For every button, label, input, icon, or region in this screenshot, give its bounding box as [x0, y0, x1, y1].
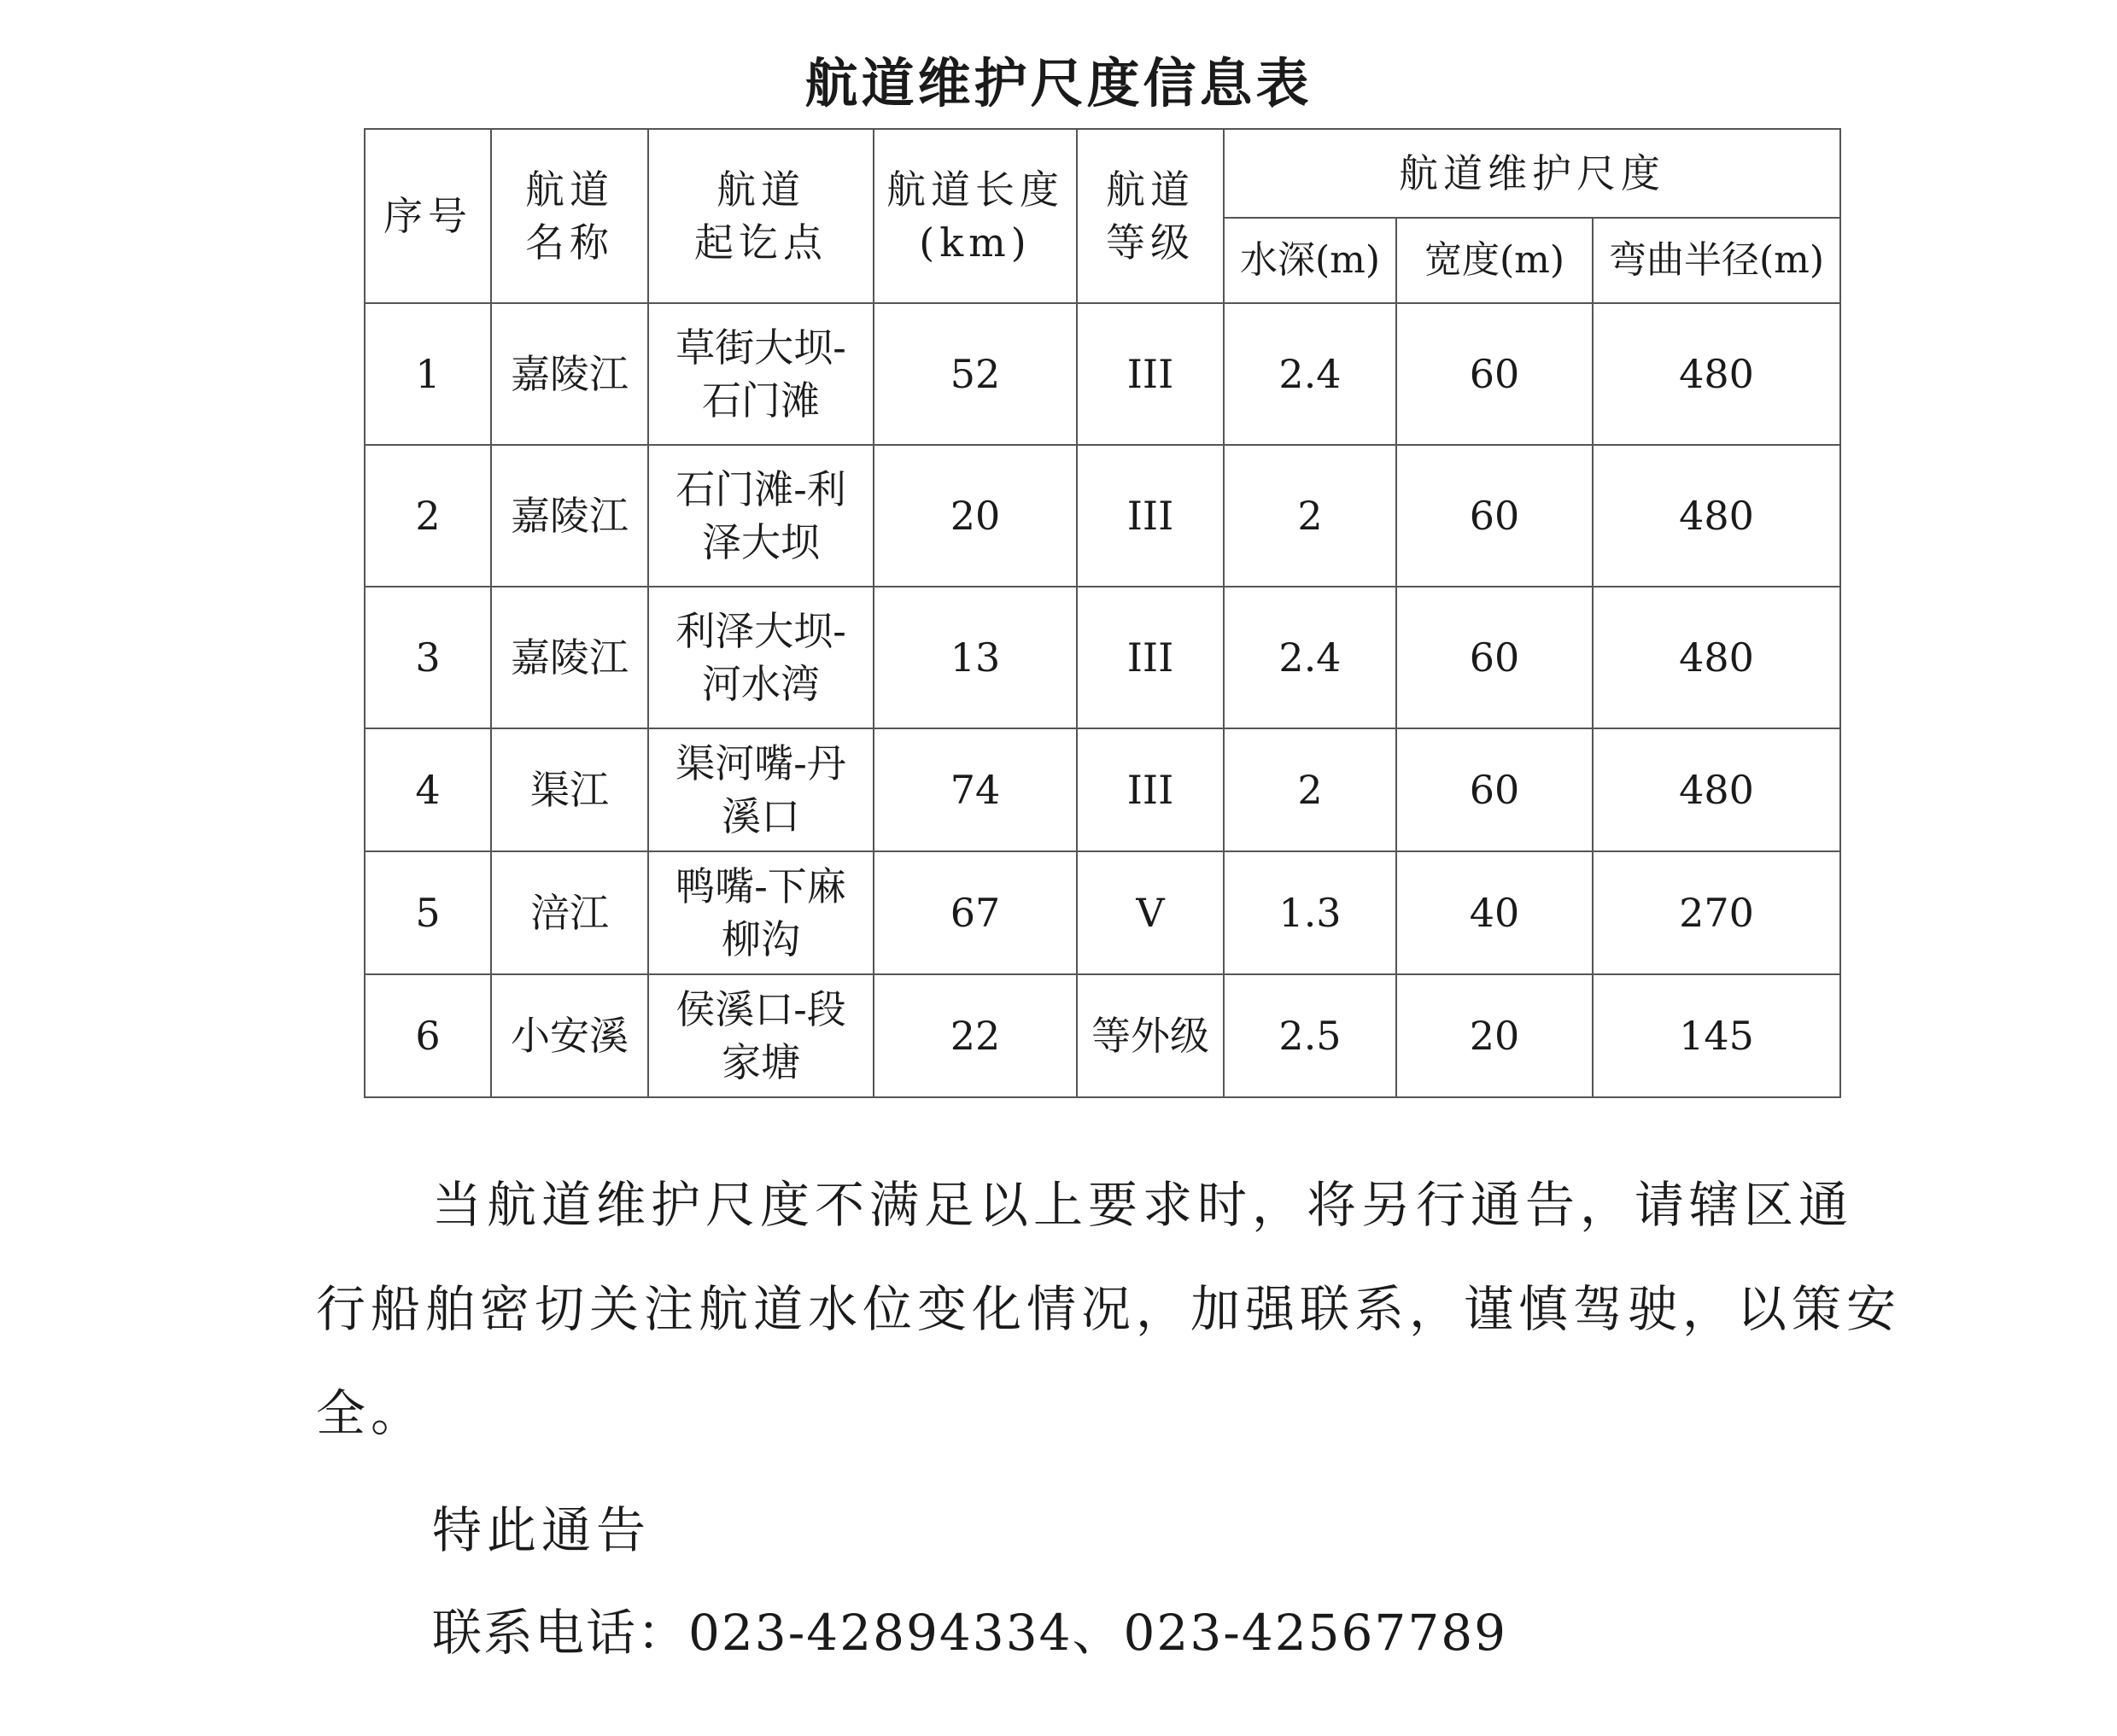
cell-range-line2: 泽大坝: [702, 519, 820, 565]
cell-range-line1: 渠河嘴-丹: [675, 740, 846, 786]
header-length-line2: (km): [919, 219, 1032, 266]
cell-range: [648, 587, 874, 728]
cell-width: 60: [1396, 587, 1593, 728]
cell-range-line1: 鸭嘴-下麻: [675, 863, 846, 909]
table-row: [365, 974, 1840, 1097]
cell-length: 20: [874, 445, 1077, 587]
header-grade-line2: 等级: [1106, 219, 1195, 266]
cell-depth: 1.3: [1224, 851, 1396, 974]
table-row: [365, 851, 1840, 974]
cell-name: 嘉陵江: [491, 587, 648, 728]
cell-width: 40: [1396, 851, 1593, 974]
channel-dimension-table: [364, 128, 1841, 1098]
cell-depth: 2.4: [1224, 587, 1396, 728]
cell-radius: 270: [1593, 851, 1840, 974]
cell-length: 13: [874, 587, 1077, 728]
cell-grade: III: [1077, 728, 1224, 851]
cell-length: 67: [874, 851, 1077, 974]
cell-name: 涪江: [491, 851, 648, 974]
cell-range: [648, 445, 874, 587]
cell-range: [648, 851, 874, 974]
header-seq: 序号: [365, 129, 491, 303]
cell-range-line2: 石门滩: [702, 377, 820, 424]
notice-paragraph: 当航道维护尺度不满足以上要求时，将另行通告，请辖区通行船舶密切关注航道水位变化情况，加强联系，谨慎驾驶，以策安全。: [316, 1176, 1902, 1442]
header-range-line2: 起讫点: [694, 219, 828, 266]
cell-width: 60: [1396, 445, 1593, 587]
header-name-line2: 名称: [525, 219, 614, 266]
cell-range-line1: 草街大坝-: [675, 324, 846, 371]
cell-range-line1: 石门滩-利: [675, 466, 846, 512]
header-range: [648, 129, 874, 303]
header-name: [491, 129, 648, 303]
cell-depth: 2.4: [1224, 303, 1396, 445]
cell-length: 74: [874, 728, 1077, 851]
cell-length: 52: [874, 303, 1077, 445]
cell-name: 小安溪: [491, 974, 648, 1097]
cell-range-line2: 柳沟: [722, 916, 800, 962]
cell-depth: 2: [1224, 728, 1396, 851]
header-depth: 水深(m): [1224, 218, 1396, 303]
cell-radius: 480: [1593, 728, 1840, 851]
cell-grade: V: [1077, 851, 1224, 974]
cell-width: 60: [1396, 303, 1593, 445]
header-length-line1: 航道长度: [886, 167, 1064, 213]
cell-seq: 3: [365, 587, 491, 728]
cell-width: 60: [1396, 728, 1593, 851]
cell-range-line1: 侯溪口-段: [675, 986, 846, 1032]
cell-range: [648, 728, 874, 851]
cell-depth: 2.5: [1224, 974, 1396, 1097]
table-body: [365, 129, 1840, 1097]
cell-range: [648, 303, 874, 445]
header-name-line1: 航道: [525, 167, 614, 213]
document-title: 航道维护尺度信息表: [804, 52, 1313, 114]
cell-name: 渠江: [491, 728, 648, 851]
header-dimensions: 航道维护尺度: [1224, 129, 1840, 218]
header-grade-line1: 航道: [1106, 167, 1195, 213]
header-range-line1: 航道: [716, 167, 805, 213]
cell-depth: 2: [1224, 445, 1396, 587]
table-row: [365, 587, 1840, 728]
cell-seq: 1: [365, 303, 491, 445]
table-row: [365, 445, 1840, 587]
header-length: [874, 129, 1077, 303]
closing-line: 特此通告: [432, 1501, 652, 1559]
header-radius: 弯曲半径(m): [1593, 218, 1840, 303]
cell-range: [648, 974, 874, 1097]
cell-seq: 6: [365, 974, 491, 1097]
cell-range-line2: 河水湾: [702, 661, 820, 707]
cell-range-line2: 溪口: [722, 793, 800, 839]
cell-radius: 480: [1593, 445, 1840, 587]
cell-seq: 2: [365, 445, 491, 587]
cell-radius: 480: [1593, 303, 1840, 445]
cell-grade: III: [1077, 587, 1224, 728]
cell-grade: 等外级: [1077, 974, 1224, 1097]
table-row: [365, 728, 1840, 851]
cell-radius: 145: [1593, 974, 1840, 1097]
cell-range-line1: 利泽大坝-: [675, 608, 846, 654]
table-row: [365, 303, 1840, 445]
cell-grade: III: [1077, 445, 1224, 587]
cell-width: 20: [1396, 974, 1593, 1097]
cell-seq: 4: [365, 728, 491, 851]
cell-grade: III: [1077, 303, 1224, 445]
cell-name: 嘉陵江: [491, 445, 648, 587]
cell-seq: 5: [365, 851, 491, 974]
cell-name: 嘉陵江: [491, 303, 648, 445]
cell-range-line2: 家塘: [722, 1039, 800, 1085]
header-width: 宽度(m): [1396, 218, 1593, 303]
cell-radius: 480: [1593, 587, 1840, 728]
contact-line: 联系电话：023-42894334、023-42567789: [432, 1604, 1508, 1662]
header-grade: [1077, 129, 1224, 303]
cell-length: 22: [874, 974, 1077, 1097]
